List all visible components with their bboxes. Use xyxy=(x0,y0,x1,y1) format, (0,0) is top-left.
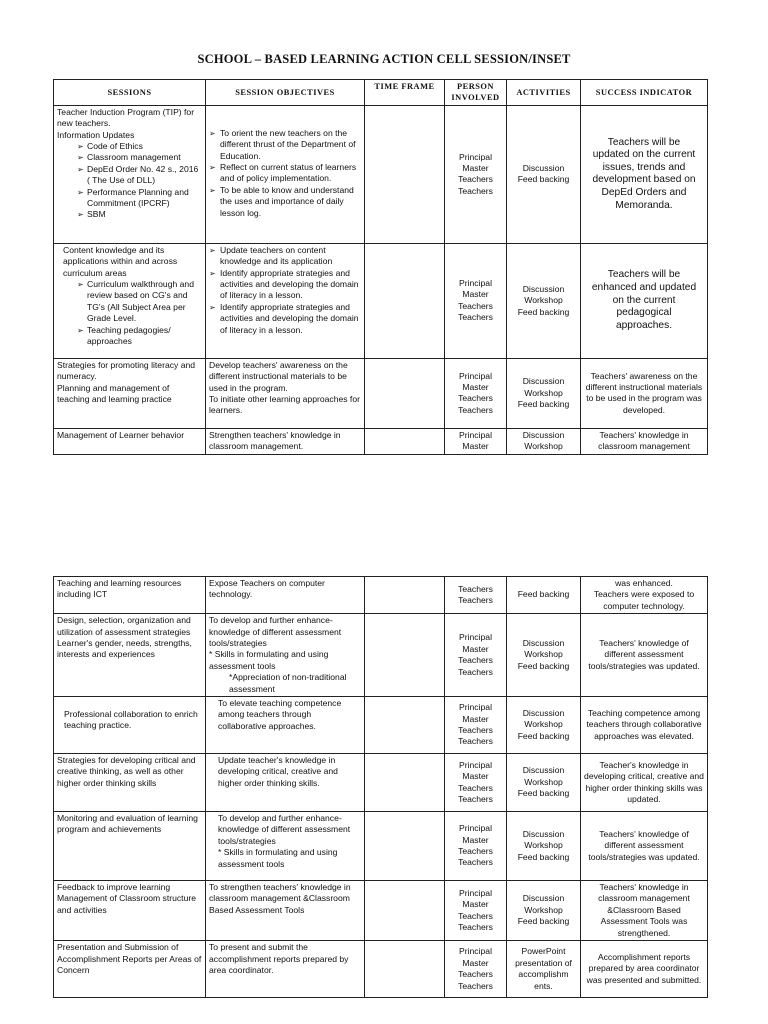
lac-table-page-2 xyxy=(53,576,708,998)
indicator-cell: Teachers' knowledge in classroom management xyxy=(581,428,708,454)
activities-cell: Discussion Workshop Feed backing xyxy=(507,812,581,881)
table-row xyxy=(54,614,708,697)
list-item: ➢ Identify appropriate strategies and activities and developing the domain of literacy in a lesson. xyxy=(209,302,361,336)
indicator-cell: Teachers will be enhanced and updated on the current pedagogical approaches. xyxy=(581,243,708,358)
objective-list xyxy=(209,245,361,336)
time-frame-cell xyxy=(365,577,445,614)
indicator-cell: Teacher's knowledge in developing critical, creative and higher order thinking skills was updated. xyxy=(581,754,708,812)
header-person: PERSON INVOLVED xyxy=(445,80,507,106)
objective-cell: To strengthen teachers' knowledge in classroom management &Classroom Based Assessment Tools xyxy=(206,881,365,941)
time-frame-cell xyxy=(365,812,445,881)
person-cell: Principal Master Teachers Teachers xyxy=(445,614,507,697)
indicator-cell: Accomplishment reports prepared by area coordinator was presented and submitted. xyxy=(581,941,708,998)
table-row xyxy=(54,754,708,812)
time-frame-cell xyxy=(365,358,445,428)
time-frame-cell xyxy=(365,105,445,243)
objective-cell: Expose Teachers on computer technology. xyxy=(206,577,365,614)
session-cell: Feedback to improve learning Management of Classroom structure and activities xyxy=(54,881,206,941)
activities-cell: Discussion Workshop xyxy=(507,428,581,454)
session-cell: Professional collaboration to enrich teaching practice. xyxy=(54,697,206,754)
objective-cell: To develop and further enhance-knowledge of different assessment tools/strategies * Skills in formulating and using assessment tools xyxy=(206,812,365,881)
time-frame-cell xyxy=(365,941,445,998)
activities-cell: Discussion Workshop Feed backing xyxy=(507,754,581,812)
objective-cell xyxy=(206,105,365,243)
list-item: ➢ DepEd Order No. 42 s., 2016 ( The Use of DLL) xyxy=(57,164,202,187)
time-frame-cell xyxy=(365,243,445,358)
list-item: ➢ To orient the new teachers on the different thrust of the Department of Education. xyxy=(209,128,361,162)
session-cell: Design, selection, organization and utilization of assessment strategies Learner's gender, needs, strengths, interests and experiences xyxy=(54,614,206,697)
header-objectives: SESSION OBJECTIVES xyxy=(206,80,365,106)
activities-cell: Discussion Feed backing xyxy=(507,105,581,243)
objective-cell: Strengthen teachers' knowledge in classroom management. xyxy=(206,428,365,454)
activities-cell: PowerPoint presentation of accomplishm ents. xyxy=(507,941,581,998)
person-cell: Principal Master Teachers Teachers xyxy=(445,105,507,243)
objective-cell xyxy=(206,243,365,358)
objective-cell: Develop teachers' awareness on the different instructional materials to be used in the program. To initiate other learning approaches for learners. xyxy=(206,358,365,428)
activities-cell: Discussion Workshop Feed backing xyxy=(507,881,581,941)
list-item: ➢ Classroom management xyxy=(57,152,202,163)
header-row xyxy=(54,80,708,106)
person-cell: Principal Master Teachers Teachers xyxy=(445,358,507,428)
time-frame-cell xyxy=(365,754,445,812)
header-indicator: SUCCESS INDICATOR xyxy=(581,80,708,106)
session-line: Information Updates xyxy=(57,129,135,140)
table-row xyxy=(54,812,708,881)
table-row xyxy=(54,577,708,614)
objective-cell: Update teacher's knowledge in developing critical, creative and higher order thinking skills. xyxy=(206,754,365,812)
list-item: ➢ Identify appropriate strategies and activities and developing the domain of literacy in a lesson. xyxy=(209,268,361,302)
indicator-cell: Teachers' knowledge of different assessment tools/strategies was updated. xyxy=(581,614,708,697)
table-row xyxy=(54,105,708,243)
list-item: ➢ Teaching pedagogies/ approaches xyxy=(57,325,202,348)
list-item: ➢ Curriculum walkthrough and review based on CG's and TG's (All Subject Area per Grade Level. xyxy=(57,279,202,325)
indicator-cell: Teachers' knowledge of different assessment tools/strategies was updated. xyxy=(581,812,708,881)
list-item: ➢ Code of Ethics xyxy=(57,141,202,152)
activities-cell: Discussion Workshop Feed backing xyxy=(507,614,581,697)
session-cell: Teaching and learning resources including ICT xyxy=(54,577,206,614)
objective-extra: *Appreciation of non-traditional assessment xyxy=(229,672,347,694)
person-cell: Principal Master Teachers Teachers xyxy=(445,941,507,998)
table-row xyxy=(54,697,708,754)
activities-cell: Discussion Workshop Feed backing xyxy=(507,697,581,754)
person-cell: Teachers Teachers xyxy=(445,577,507,614)
time-frame-cell xyxy=(365,881,445,941)
session-cell: Strategies for developing critical and creative thinking, as well as other higher order thinking skills xyxy=(54,754,206,812)
session-cell: Strategies for promoting literacy and numeracy. Planning and management of teaching and learning practice xyxy=(54,358,206,428)
person-cell: Principal Master Teachers Teachers xyxy=(445,812,507,881)
lac-table-page-1 xyxy=(53,79,708,455)
time-frame-cell xyxy=(365,428,445,454)
session-line: Teacher Induction Program (TIP) for new teachers. xyxy=(57,106,195,129)
objective-cell: To elevate teaching competence among teachers through collaborative approaches. xyxy=(206,697,365,754)
activities-cell: Feed backing xyxy=(507,577,581,614)
indicator-cell: Teaching competence among teachers through collaborative approaches was elevated. xyxy=(581,697,708,754)
list-item: ➢ Update teachers on content knowledge and its application xyxy=(209,245,361,268)
session-cell: Management of Learner behavior xyxy=(54,428,206,454)
list-item: ➢ Reflect on current status of learners and of policy implementation. xyxy=(209,162,361,185)
indicator-cell: Teachers' knowledge in classroom management &Classroom Based Assessment Tools was strengthened. xyxy=(581,881,708,941)
objective-list xyxy=(209,128,361,219)
time-frame-cell xyxy=(365,697,445,754)
session-item-list xyxy=(57,279,202,347)
person-cell: Principal Master Teachers Teachers xyxy=(445,881,507,941)
person-cell: Principal Master xyxy=(445,428,507,454)
header-sessions: SESSIONS xyxy=(54,80,206,106)
document-title: SCHOOL – BASED LEARNING ACTION CELL SESSION/INSET xyxy=(197,52,571,66)
indicator-cell: Teachers' awareness on the different instructional materials to be used in the program was developed. xyxy=(581,358,708,428)
person-cell: Principal Master Teachers Teachers xyxy=(445,243,507,358)
session-cell: Monitoring and evaluation of learning program and achievements xyxy=(54,812,206,881)
table-row xyxy=(54,881,708,941)
table-row xyxy=(54,243,708,358)
objective-text: To develop and further enhance-knowledge of different assessment tools/strategies * Skills in formulating and using assessment tools xyxy=(209,615,342,671)
list-item: ➢ SBM xyxy=(57,209,202,220)
table-row xyxy=(54,358,708,428)
list-item: ➢ To be able to know and understand the uses and importance of daily lesson log. xyxy=(209,185,361,219)
list-item: ➢ Performance Planning and Commitment (IPCRF) xyxy=(57,187,202,210)
objective-cell: To present and submit the accomplishment reports prepared by area coordinator. xyxy=(206,941,365,998)
activities-cell: Discussion Workshop Feed backing xyxy=(507,243,581,358)
indicator-cell: Teachers will be updated on the current issues, trends and development based on DepEd Orders and Memoranda. xyxy=(581,105,708,243)
time-frame-cell xyxy=(365,614,445,697)
header-time-frame: TIME FRAME xyxy=(365,80,445,106)
session-cell: Presentation and Submission of Accomplishment Reports per Areas of Concern xyxy=(54,941,206,998)
session-item-list xyxy=(57,141,202,221)
person-cell: Principal Master Teachers Teachers xyxy=(445,754,507,812)
activities-cell: Discussion Workshop Feed backing xyxy=(507,358,581,428)
indicator-cell: was enhanced. Teachers were exposed to computer technology. xyxy=(581,577,708,614)
objective-cell xyxy=(206,614,365,697)
session-cell xyxy=(54,243,206,358)
session-line: Content knowledge and its applications within and across curriculum areas xyxy=(63,244,178,278)
person-cell: Principal Master Teachers Teachers xyxy=(445,697,507,754)
session-cell xyxy=(54,105,206,243)
header-activities: ACTIVITIES xyxy=(507,80,581,106)
table-row xyxy=(54,941,708,998)
table-row xyxy=(54,428,708,454)
